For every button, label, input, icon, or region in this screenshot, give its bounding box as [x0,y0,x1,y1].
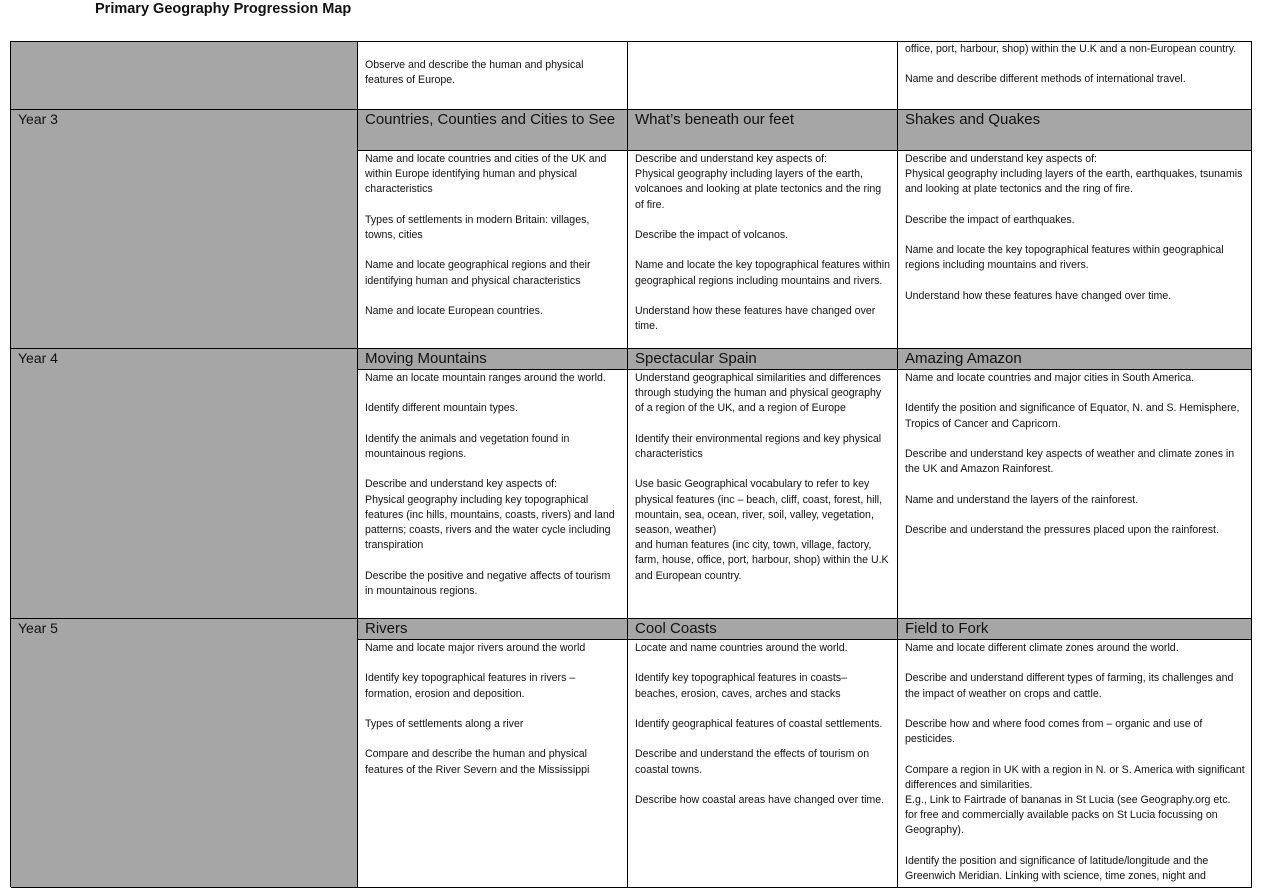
objective-text: Compare and describe the human and physical features of the River Severn and the Mississippi [365,748,590,776]
objective-text: Describe and understand the effects of tourism on coastal towns. [635,748,870,776]
unit-title: Countries, Counties and Cities to See [365,111,616,128]
document-title: Primary Geography Progression Map [95,1,352,17]
objective-text: Describe and understand different types of farming, its challenges and the impact of weather on crops and cattle. [905,672,1234,700]
objective-text: Identify their environmental regions and key physical characteristics [635,432,882,460]
unit-header-cell [358,349,628,370]
cell-content [905,42,1245,88]
objective-text: Name an locate mountain ranges around the world. [365,372,606,384]
continued-content-cell [898,42,1252,110]
cell-content [635,371,891,584]
continued-content-cell [628,42,898,110]
objective-text: Describe the impact of volcanos. [635,229,789,241]
unit-header-cell [358,110,628,151]
unit-content-cell [358,640,628,888]
objective-text: Types of settlements along a river [365,717,524,730]
objective-text: Identify geographical features of coastal settlements. [635,717,883,730]
year-label: Year 5 [18,620,58,636]
objective-text: Understand how these features have changed over time. [635,304,876,333]
unit-title: Field to Fork [905,620,989,637]
unit-title: What’s beneath our feet [635,111,794,128]
objective-text: Describe how and where food comes from – organic and use of pesticides. [905,717,1203,746]
objective-text: Types of settlements in modern Britain: villages, towns, cities [365,213,590,241]
objective-text: Describe the impact of earthquakes. [905,213,1075,226]
unit-header-cell [628,619,898,640]
unit-content-cell [628,370,898,619]
objective-text: Observe and describe the human and physical features of Europe. [365,59,584,87]
unit-content-cell [628,151,898,349]
objective-text: Locate and name countries around the world. [635,642,848,654]
year-cell [11,349,358,619]
objective-text: Name and locate geographical regions and their identifying human and physical characteristics [365,259,591,287]
unit-content-cell [898,151,1252,349]
unit-content-cell [358,370,628,619]
objective-text: Identify key topographical features in coasts– beaches, erosion, caves, arches and stacks [635,672,847,700]
year-label: Year 4 [18,350,58,366]
objective-text: Identify different mountain types. [365,402,518,415]
objective-text: Name and locate different climate zones around the world. [905,642,1179,654]
unit-header-cell [358,619,628,640]
unit-header-cell [898,349,1252,370]
objective-text: Name and locate European countries. [365,304,543,317]
unit-header-cell [628,110,898,151]
unit-content-cell [898,640,1252,888]
objective-text: office, port, harbour, shop) within the U.K and a non-European country. [905,43,1237,55]
cell-content [365,641,621,778]
objective-text: Identify the position and significance of latitude/longitude and the Greenwich Meridian. Linking with science, time zones, night and [905,854,1209,882]
progression-table [10,41,1252,887]
year-cell [11,619,358,888]
objective-text: Describe and understand key aspects of: Physical geography including layers of the earth, volcanoes and looking at plate tectonics and the ring of fire. [635,153,882,211]
objective-text: Describe and understand key aspects of: Physical geography including key topographical features (inc hills, mountains, coasts, rivers) and land patterns; coasts, rivers and the water cycle including transpiration [365,478,615,552]
unit-header-cell [628,349,898,370]
continued-content-cell [358,42,628,110]
objective-text: Name and locate major rivers around the world [365,642,586,654]
unit-title: Spectacular Spain [635,350,757,367]
cell-content [365,152,621,319]
unit-header-cell [898,110,1252,151]
objective-text: Identify the animals and vegetation found in mountainous regions. [365,432,570,460]
unit-title: Rivers [365,620,408,637]
unit-header-cell [898,619,1252,640]
objective-text: Describe and understand the pressures placed upon the rainforest. [905,523,1219,536]
objective-text: Use basic Geographical vocabulary to refer to key physical features (inc – beach, cliff, coast, forest, hill, mountain, sea, ocean, river, soil, valley, vegetation, season, weather) and human features (inc city, town, village, factory, farm, house, office, port, harbour, shop) within the U.K and European country. [635,478,889,582]
year-cell [11,110,358,349]
cell-content [365,371,621,599]
objective-text: Name and understand the layers of the rainforest. [905,493,1139,506]
objective-text: Describe the positive and negative affects of tourism in mountainous regions. [365,569,611,597]
year-cell-continued [11,42,358,110]
cell-content [905,371,1245,538]
objective-text: Name and locate the key topographical features within geographical regions including mountains and rivers. [905,244,1224,272]
cell-content [365,58,621,88]
objective-text: Compare a region in UK with a region in N. or S. America with significant differences and similarities. E.g., Link to Fairtrade of bananas in St Lucia (see Geography.org etc. for free and commercially available packs on St Lucia focussing on Geography). [905,763,1245,837]
objective-text: Name and describe different methods of international travel. [905,73,1186,86]
unit-content-cell [628,640,898,888]
objective-text: Understand how these features have changed over time. [905,289,1172,302]
unit-title: Moving Mountains [365,350,487,367]
unit-title: Amazing Amazon [905,350,1022,367]
objective-text: Name and locate countries and cities of the UK and within Europe identifying human and physical characteristics [365,153,607,196]
objective-text: Identify the position and significance of Equator, N. and S. Hemisphere, Tropics of Cancer and Capricorn. [905,402,1240,430]
unit-content-cell [358,151,628,349]
objective-text: Understand geographical similarities and differences through studying the human and physical geography of a region of the UK, and a region of Europe [635,372,882,415]
objective-text: Describe and understand key aspects of: Physical geography including layers of the earth, earthquakes, tsunamis and looking at plate tectonics and the ring of fire. [905,153,1243,196]
objective-text: Name and locate the key topographical features within geographical regions including mountains and rivers. [635,259,890,287]
objective-text: Describe how coastal areas have changed over time. [635,793,885,806]
cell-content [635,641,891,808]
year-label: Year 3 [18,111,58,127]
cell-content [905,641,1245,884]
unit-content-cell [898,370,1252,619]
unit-title: Shakes and Quakes [905,111,1041,128]
objective-text: Identify key topographical features in rivers – formation, erosion and deposition. [365,672,576,700]
objective-text: Name and locate countries and major cities in South America. [905,372,1195,384]
cell-content [635,152,891,334]
cell-content [905,152,1245,304]
unit-title: Cool Coasts [635,620,717,637]
objective-text: Describe and understand key aspects of weather and climate zones in the UK and Amazon Rainforest. [905,447,1235,476]
